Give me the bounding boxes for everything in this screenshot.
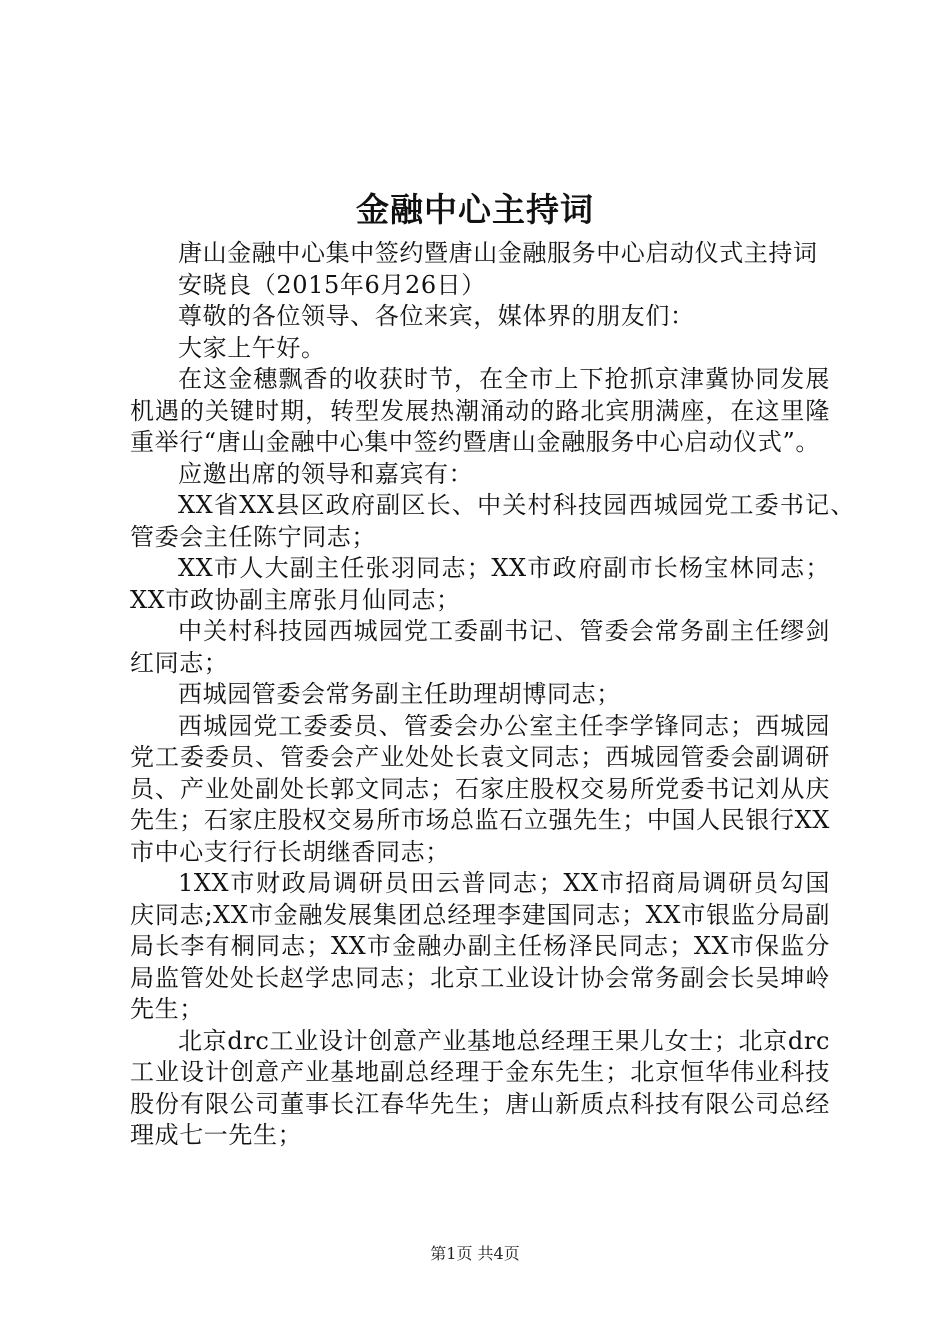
paragraph-guest-list: XX市人大副主任张羽同志；XX市政府副市长杨宝林同志；XX市政协副主席张月仙同志； xyxy=(130,554,830,614)
document-title: 金融中心主持词 xyxy=(356,190,594,229)
paragraph-guest-list: XX省XX县区政府副区长、中关村科技园西城园党工委书记、管委会主任陈宁同志； xyxy=(130,491,855,551)
document-body xyxy=(130,238,855,1152)
paragraph-guest-list: 北京drc工业设计创意产业基地总经理王果儿女士；北京drc工业设计创意产业基地副总经理于金东先生；北京恒华伟业科技股份有限公司董事长江春华先生；唐山新质点科技有限公司总经理成七一先生； xyxy=(130,1026,830,1149)
paragraph-guests-intro: 应邀出席的领导和嘉宾有： xyxy=(178,459,474,488)
page-number-footer: 第1页 共4页 xyxy=(430,1244,520,1263)
paragraph-guest-list: 1XX市财政局调研员田云普同志；XX市招商局调研员勾国庆同志;XX市金融发展集团总经理李建国同志；XX市银监分局副局长李有桐同志；XX市金融办副主任杨泽民同志；XX市保监分局监管处处长赵学忠同志；北京工业设计协会常务副会长吴坤岭先生； xyxy=(130,869,830,1023)
paragraph-author-date: 安晓良（2015年6月26日） xyxy=(178,270,486,299)
paragraph-guest-list: 中关村科技园西城园党工委副书记、管委会常务副主任缪剑红同志； xyxy=(130,617,830,677)
paragraph-opening: 在这金穗飘香的收获时节，在全市上下抢抓京津冀协同发展机遇的关键时期，转型发展热潮涌动的路北宾朋满座，在这里隆重举行“唐山金融中心集中签约暨唐山金融服务中心启动仪式”。 xyxy=(130,365,830,456)
paragraph-greeting: 大家上午好。 xyxy=(178,333,326,362)
paragraph-guest-list: 西城园管委会常务副主任助理胡博同志； xyxy=(178,680,621,708)
paragraph-guest-list: 西城园党工委委员、管委会办公室主任李学锋同志；西城园党工委委员、管委会产业处处长袁文同志；西城园管委会副调研员、产业处副处长郭文同志；石家庄股权交易所党委书记刘从庆先生；石家庄股权交易所市场总监石立强先生；中国人民银行XX市中心支行行长胡继香同志； xyxy=(130,711,830,866)
paragraph-salutation: 尊敬的各位领导、各位来宾，媒体界的朋友们： xyxy=(178,302,695,330)
paragraph-subtitle: 唐山金融中心集中签约暨唐山金融服务中心启动仪式主持词 xyxy=(178,239,818,267)
